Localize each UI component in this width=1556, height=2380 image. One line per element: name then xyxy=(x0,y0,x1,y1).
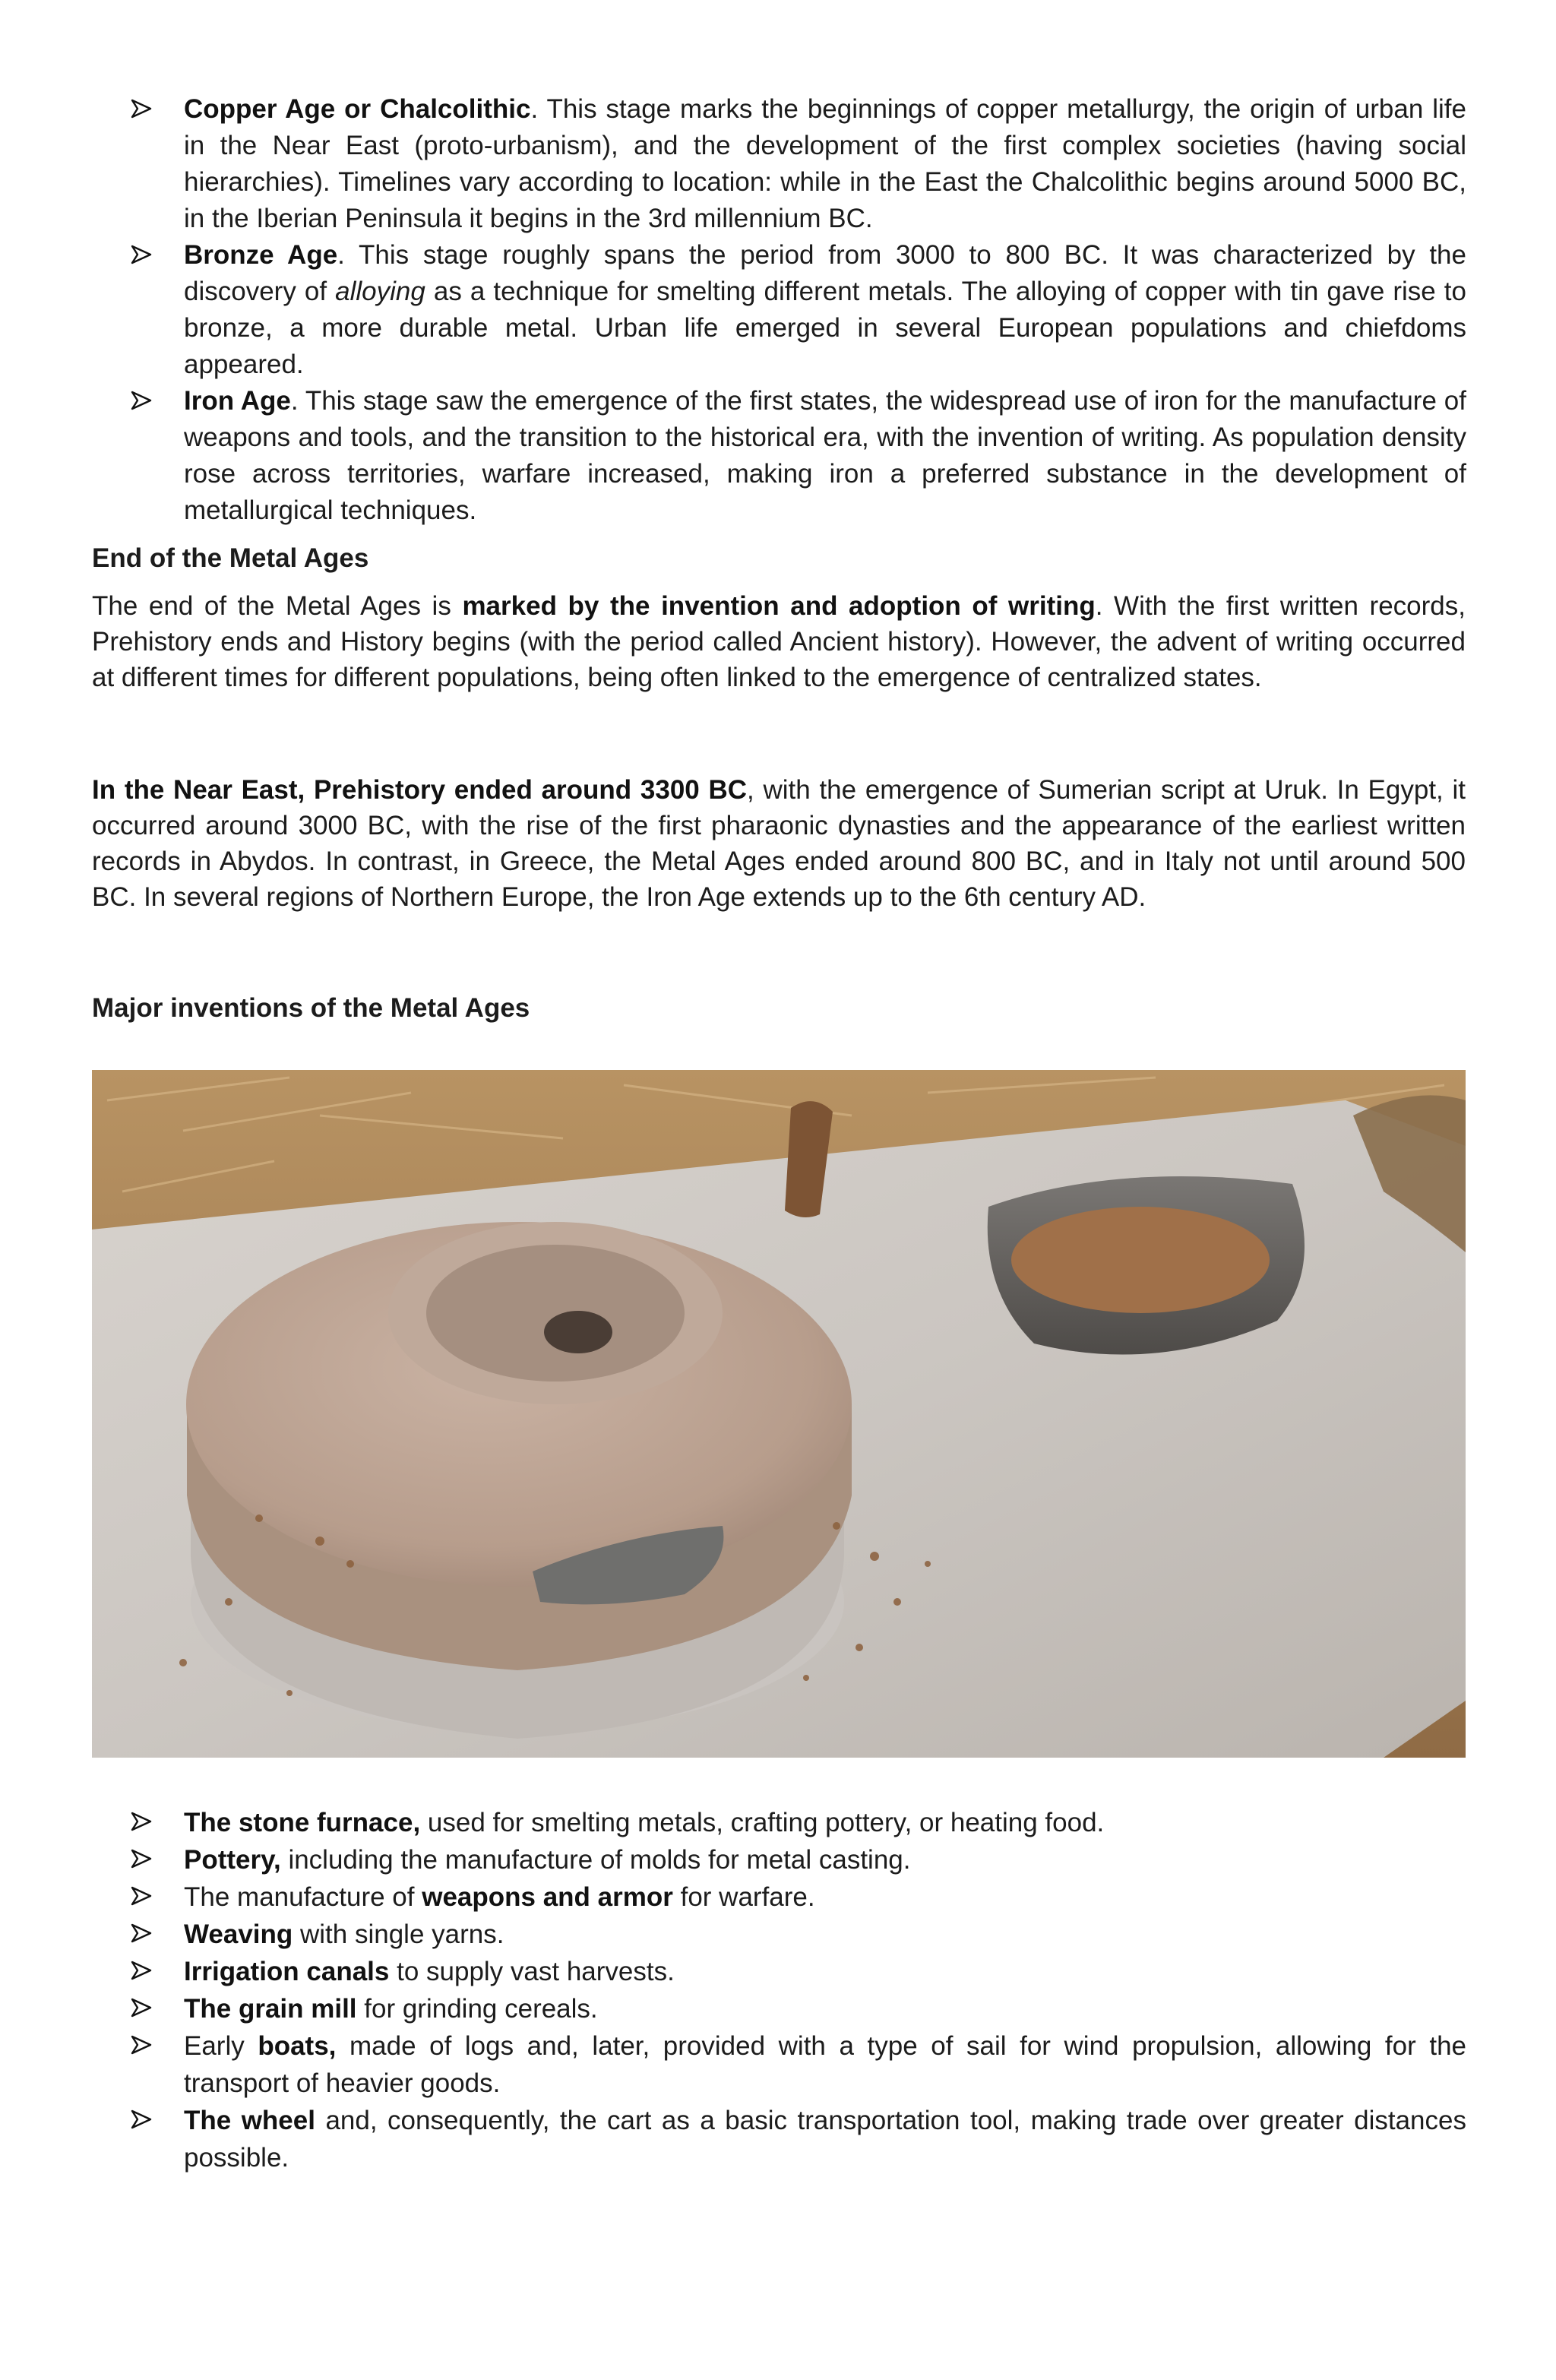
list-item xyxy=(184,91,1466,237)
item-title: Bronze Age xyxy=(184,240,338,270)
item-bold: Irrigation canals xyxy=(184,1957,390,1986)
arrow-bullet-icon xyxy=(131,1878,161,1913)
item-text: . This stage roughly spans the period from 3000 to 800 BC. It was characterized by the discovery of xyxy=(184,240,1466,306)
paragraph-bold: marked by the invention and adoption of writing xyxy=(462,591,1096,621)
section-heading-end: End of the Metal Ages xyxy=(92,543,369,573)
paragraph-text: . With the first written records, Prehistory ends and History begins (with the period called Ancient history). However, the advent of writing occurred at different times for different populations, being often linked to the emergence of centralized states. xyxy=(92,591,1466,692)
arrow-bullet-icon xyxy=(131,237,161,272)
item-text: The manufacture of xyxy=(184,1882,422,1912)
item-text: Early xyxy=(184,2031,258,2061)
item-text: . This stage marks the beginnings of copper metallurgy, the origin of urban life in the Near East (proto-urbanism), and the development of the first complex societies (having social hierarchies). Timelines vary according to location: while in the East the Chalcolithic begins around 5000 BC, in the Iberian Peninsula it begins in the 3rd millennium BC. xyxy=(184,94,1466,233)
list-item xyxy=(184,1916,1466,1953)
item-bold: Pottery, xyxy=(184,1845,281,1875)
arrow-bullet-icon xyxy=(131,1916,161,1951)
list-item xyxy=(184,1990,1466,2027)
item-text: made of logs and, later, provided with a type of sail for wind propulsion, allowing for the transport of heavier goods. xyxy=(184,2031,1466,2098)
item-text: used for smelting metals, crafting pottery, or heating food. xyxy=(420,1808,1105,1837)
list-item xyxy=(184,237,1466,383)
item-text: and, consequently, the cart as a basic transportation tool, making trade over greater distances possible. xyxy=(184,2106,1466,2173)
list-item xyxy=(184,383,1466,529)
item-text: with single yarns. xyxy=(293,1920,504,1949)
arrow-bullet-icon xyxy=(131,91,161,126)
paragraph-near-east xyxy=(92,772,1466,915)
item-title: Iron Age xyxy=(184,386,291,416)
list-item xyxy=(184,1953,1466,1990)
item-text: as a technique for smelting different metals. The alloying of copper with tin gave rise to bronze, a more durable metal. Urban life emerged in several European populations and chiefdoms appeared. xyxy=(184,277,1466,379)
item-title: Copper Age or Chalcolithic xyxy=(184,94,531,124)
arrow-bullet-icon xyxy=(131,383,161,418)
arrow-bullet-icon xyxy=(131,1953,161,1988)
item-text: including the manufacture of molds for metal casting. xyxy=(280,1845,911,1875)
list-item xyxy=(184,1841,1466,1878)
paragraph-bold: In the Near East, Prehistory ended around 3300 BC xyxy=(92,775,748,805)
arrow-bullet-icon xyxy=(131,1804,161,1839)
metal-ages-list xyxy=(0,91,1556,529)
arrow-bullet-icon xyxy=(131,1990,161,2025)
arrow-bullet-icon xyxy=(131,1841,161,1876)
paragraph-writing xyxy=(92,588,1466,695)
list-item xyxy=(184,2027,1466,2102)
inventions-list xyxy=(0,1804,1556,2176)
paragraph-text: The end of the Metal Ages is xyxy=(92,591,463,621)
arrow-bullet-icon xyxy=(131,2102,161,2137)
item-bold: The grain mill xyxy=(184,1994,357,2024)
item-text: to supply vast harvests. xyxy=(389,1957,675,1986)
arrow-bullet-icon xyxy=(131,2027,161,2062)
list-item xyxy=(184,2102,1466,2176)
item-italic: alloying xyxy=(335,277,425,306)
paragraph-text: , with the emergence of Sumerian script at Uruk. In Egypt, it occurred around 3000 BC, with the rise of the first pharaonic dynasties and the appearance of the earliest written records in Abydos. In contrast, in Greece, the Metal Ages ended around 800 BC, and in Italy not until around 500 BC. In several regions of Northern Europe, the Iron Age extends up to the 6th century AD. xyxy=(92,775,1466,912)
list-item xyxy=(184,1878,1466,1916)
list-item xyxy=(184,1804,1466,1841)
item-bold: Weaving xyxy=(184,1920,293,1949)
section-heading-inventions: Major inventions of the Metal Ages xyxy=(92,993,530,1023)
item-text: . This stage saw the emergence of the first states, the widespread use of iron for the manufacture of weapons and tools, and the transition to the historical era, with the invention of writing. As population density rose across territories, warfare increased, making iron a preferred substance in the development of metallurgical techniques. xyxy=(184,386,1466,525)
item-bold: weapons and armor xyxy=(422,1882,673,1912)
item-bold: The stone furnace, xyxy=(184,1808,421,1837)
item-text: for grinding cereals. xyxy=(356,1994,598,2024)
item-bold: boats, xyxy=(258,2031,337,2061)
item-text: for warfare. xyxy=(672,1882,815,1912)
item-bold: The wheel xyxy=(184,2106,315,2135)
grain-mill-photo xyxy=(92,1070,1466,1758)
